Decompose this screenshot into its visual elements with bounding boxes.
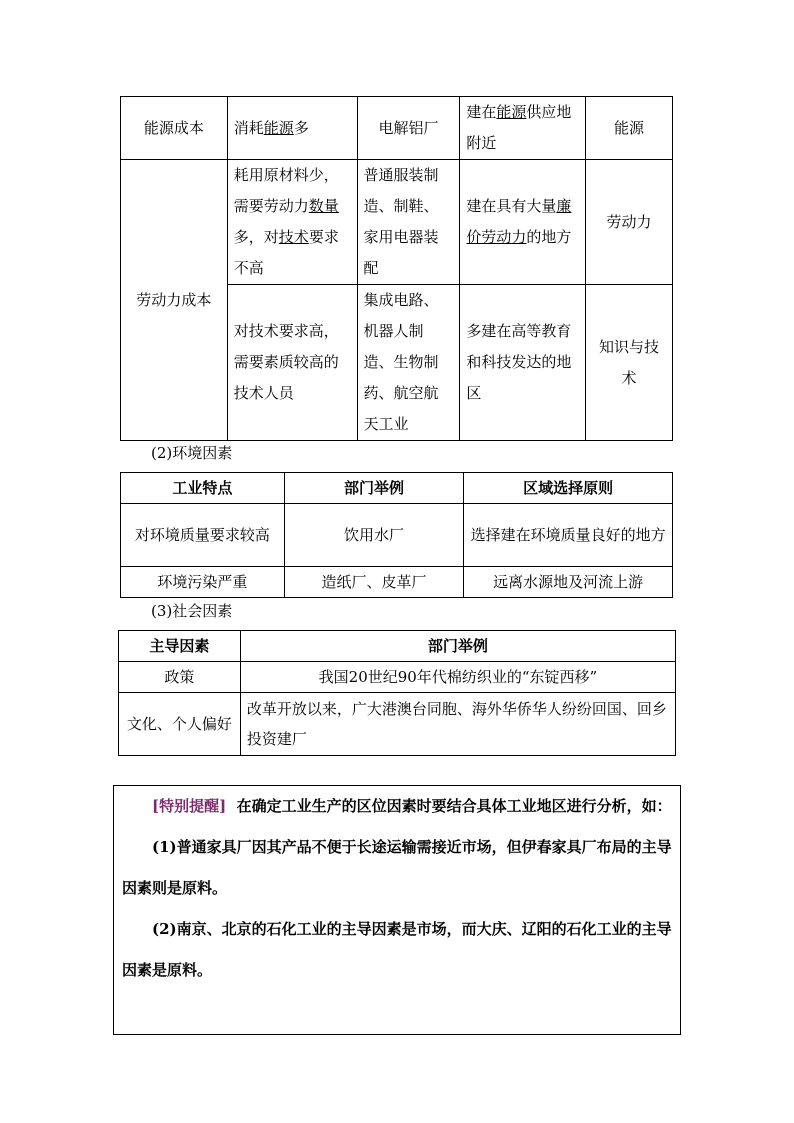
table-row bbox=[119, 662, 676, 693]
reminder-point-2: (2)南京、北京的石化工业的主导因素是市场，而大庆、辽阳的石化工业的主导因素是原料。 bbox=[122, 920, 672, 979]
table-cell: 造纸厂、皮革厂 bbox=[284, 567, 464, 598]
table-row bbox=[121, 97, 673, 160]
dept-cell: 集成电路、机器人制造、生物制药、航空航天工业 bbox=[357, 285, 460, 441]
table-cell: 政策 bbox=[119, 662, 241, 693]
section-heading-social: (3)社会因素 bbox=[151, 602, 233, 620]
table-cell: 选择建在环境质量良好的地方 bbox=[464, 504, 673, 567]
special-reminder-box bbox=[113, 785, 681, 1035]
table-row bbox=[121, 504, 673, 567]
principle-cell: 多建在高等教育和科技发达的地区 bbox=[460, 285, 586, 441]
table-cell: 环境污染严重 bbox=[121, 567, 285, 598]
environment-table bbox=[120, 472, 673, 598]
reminder-intro: [特别提醒] 在确定工业生产的区位因素时要结合具体工业地区进行分析，如： bbox=[152, 797, 672, 815]
table-cell: 远离水源地及河流上游 bbox=[464, 567, 673, 598]
column-header: 工业特点 bbox=[121, 473, 285, 504]
dept-cell: 电解铝厂 bbox=[357, 97, 460, 160]
column-header: 部门举例 bbox=[284, 473, 464, 504]
table-row bbox=[121, 160, 673, 285]
lead-factor-cell: 劳动力 bbox=[586, 160, 673, 285]
table-header-row bbox=[119, 631, 676, 662]
social-table bbox=[118, 630, 676, 756]
table-cell: 文化、个人偏好 bbox=[119, 693, 241, 756]
table-cell: 我国20世纪90年代棉纺织业的“东锭西移” bbox=[240, 662, 675, 693]
table-cell: 饮用水厂 bbox=[284, 504, 464, 567]
dept-cell: 普通服装制造、制鞋、家用电器装配 bbox=[357, 160, 460, 285]
section-heading-environment: (2)环境因素 bbox=[151, 444, 233, 462]
table-cell: 对环境质量要求较高 bbox=[121, 504, 285, 567]
lead-factor-cell: 能源 bbox=[586, 97, 673, 160]
column-header: 部门举例 bbox=[240, 631, 675, 662]
principle-cell: 建在具有大量廉价劳动力的地方 bbox=[460, 160, 586, 285]
trait-cell: 耗用原材料少，需要劳动力数量多，对技术要求不高 bbox=[227, 160, 357, 285]
table-row bbox=[119, 693, 676, 756]
principle-cell: 建在能源供应地附近 bbox=[460, 97, 586, 160]
reminder-tag: [特别提醒] bbox=[152, 797, 227, 815]
table-cell: 改革开放以来，广大港澳台同胞、海外华侨华人纷纷回国、回乡投资建厂 bbox=[240, 693, 675, 756]
lead-factor-cell: 知识与技术 bbox=[586, 285, 673, 441]
table-row bbox=[121, 567, 673, 598]
table-header-row bbox=[121, 473, 673, 504]
labor-energy-table bbox=[120, 96, 673, 441]
factor-cell: 劳动力成本 bbox=[121, 160, 228, 441]
trait-cell: 对技术要求高，需要素质较高的技术人员 bbox=[227, 285, 357, 441]
factor-cell: 能源成本 bbox=[121, 97, 228, 160]
reminder-point-1: (1)普通家具厂因其产品不便于长途运输需接近市场，但伊春家具厂布局的主导因素则是原料。 bbox=[122, 838, 672, 897]
column-header: 区域选择原则 bbox=[464, 473, 673, 504]
column-header: 主导因素 bbox=[119, 631, 241, 662]
trait-cell: 消耗能源多 bbox=[227, 97, 357, 160]
